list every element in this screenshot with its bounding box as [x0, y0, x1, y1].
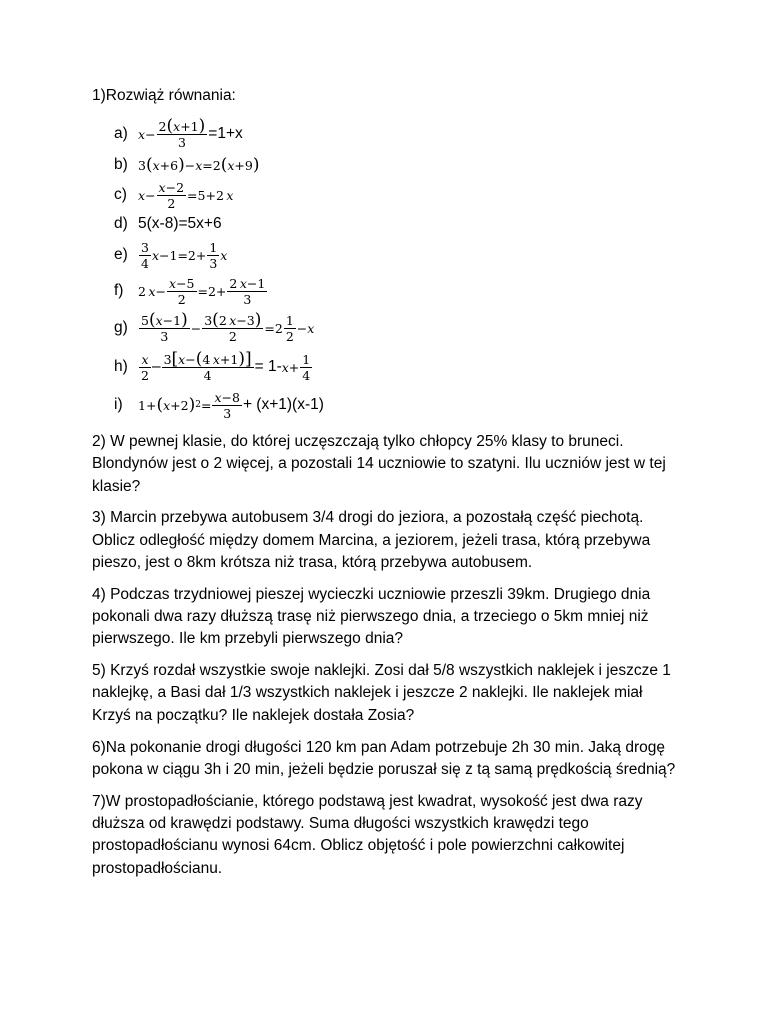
equation-c [114, 179, 674, 211]
equation-g [114, 309, 674, 347]
equation-i [114, 387, 674, 423]
problem-3: 3) Marcin przebywa autobusem 3/4 drogi do jeziora, a pozostałą część piechotą. Oblicz odległość między domem Marcina, a jeziorem, jeżeli trasa, którą przebywa pieszo, jest o 8km krótsza niż trasa, którą przebywa autobusem. [92, 509, 651, 571]
exercise-1-heading: 1)Rozwiąż równania: [92, 87, 236, 104]
equation-label: g) [114, 319, 128, 336]
equation-e [114, 237, 674, 273]
equation-h-minus: – [151, 358, 161, 375]
equation-f [114, 273, 674, 309]
equation-a [114, 117, 674, 151]
equation-label: b) [114, 156, 128, 173]
equation-label: h) [114, 358, 128, 375]
equation-g-formula: $\frac{5(x-1)}{3}$ − $\frac{3(2 x-3)}{2}$ =2 $\frac{1}{2}$ − x [141, 309, 315, 344]
equation-a-tail: =1+x [208, 125, 243, 142]
equation-c-formula: x − $\frac{x-2}{2}$ =5+2 x [138, 179, 234, 211]
equation-d-formula: 5(x-8)=5x+6 [138, 215, 222, 232]
equation-label: d) [114, 215, 128, 232]
equation-h [114, 347, 674, 387]
equation-e-formula: $\frac{3}{4}$ x −1=2+ $\frac{1}{3}$ x [141, 239, 228, 271]
equation-d [114, 211, 674, 237]
equation-label: f) [114, 282, 124, 299]
problem-6: 6)Na pokonanie drogi długości 120 km pan Adam potrzebuje 2h 30 min. Jaką drogę pokona w ciągu 3h i 20 min, jeżeli będzie poruszał się z tą samą prędkością średnią? [92, 738, 676, 778]
equation-label: a) [114, 125, 128, 142]
problem-7: 7)W prostopadłościanie, którego podstawą jest kwadrat, wysokość jest dwa razy dłuższa od krawędzi podstawy. Suma długości wszystkich krawędzi tego prostopadłościanu wynosi 64cm. Oblicz objętość i pole powierzchni całkowitej prostopadłościanu. [92, 792, 643, 877]
equation-i-formula: 1+ ( x +2 ) 2 = $\frac{x-8}{3}$ + (x+1)(x-1) [138, 389, 324, 421]
equation-a-formula: x − $\frac{2(x+1)}{3}$ =1+x [138, 115, 243, 150]
equation-f-formula: 2 x − $\frac{x-5}{2}$ =2+ $\frac{2 x-1}{3}$ [138, 275, 266, 307]
equation-label: c) [114, 186, 127, 203]
problem-5: 5) Krzyś rozdał wszystkie swoje naklejki. Zosi dał 5/8 wszystkich naklejek i jeszcze 1 naklejkę, a Basi dał 1/3 wszystkich naklejek i jeszcze 2 naklejki. Ile naklejek miał Krzyś na początku? Ile naklejek dostała Zosia? [92, 662, 671, 724]
equation-b [114, 151, 674, 179]
equation-h-rhs: = 1- [254, 358, 282, 375]
equation-label: i) [114, 396, 123, 413]
equation-label: e) [114, 246, 128, 263]
equation-list [114, 117, 674, 423]
equation-i-tail: + (x+1)(x-1) [242, 396, 324, 413]
problem-2: 2) W pewnej klasie, do której uczęszczają tylko chłopcy 25% klasy to bruneci. Blondynów jest o 2 więcej, a pozostali 14 uczniowie to szatyni. Ilu uczniów jest w tej klasie? [92, 433, 666, 495]
equation-b-formula: 3 ( x +6 ) − x =2 ( x +9 ) [138, 155, 260, 175]
word-problems [92, 431, 676, 889]
equation-h-formula: $\frac{x}{2}$ – $\frac{3[x-(4 x+1)]}{4}$ = 1- x + $\frac{1}{4}$ [141, 348, 311, 383]
problem-4: 4) Podczas trzydniowej pieszej wycieczki uczniowie przeszli 39km. Drugiego dnia pokonali dwa razy dłuższą trasę niż pierwszego dnia, a trzeciego o 5km mniej niż pierwszego. Ile km przebyli pierwszego dnia? [92, 585, 651, 648]
